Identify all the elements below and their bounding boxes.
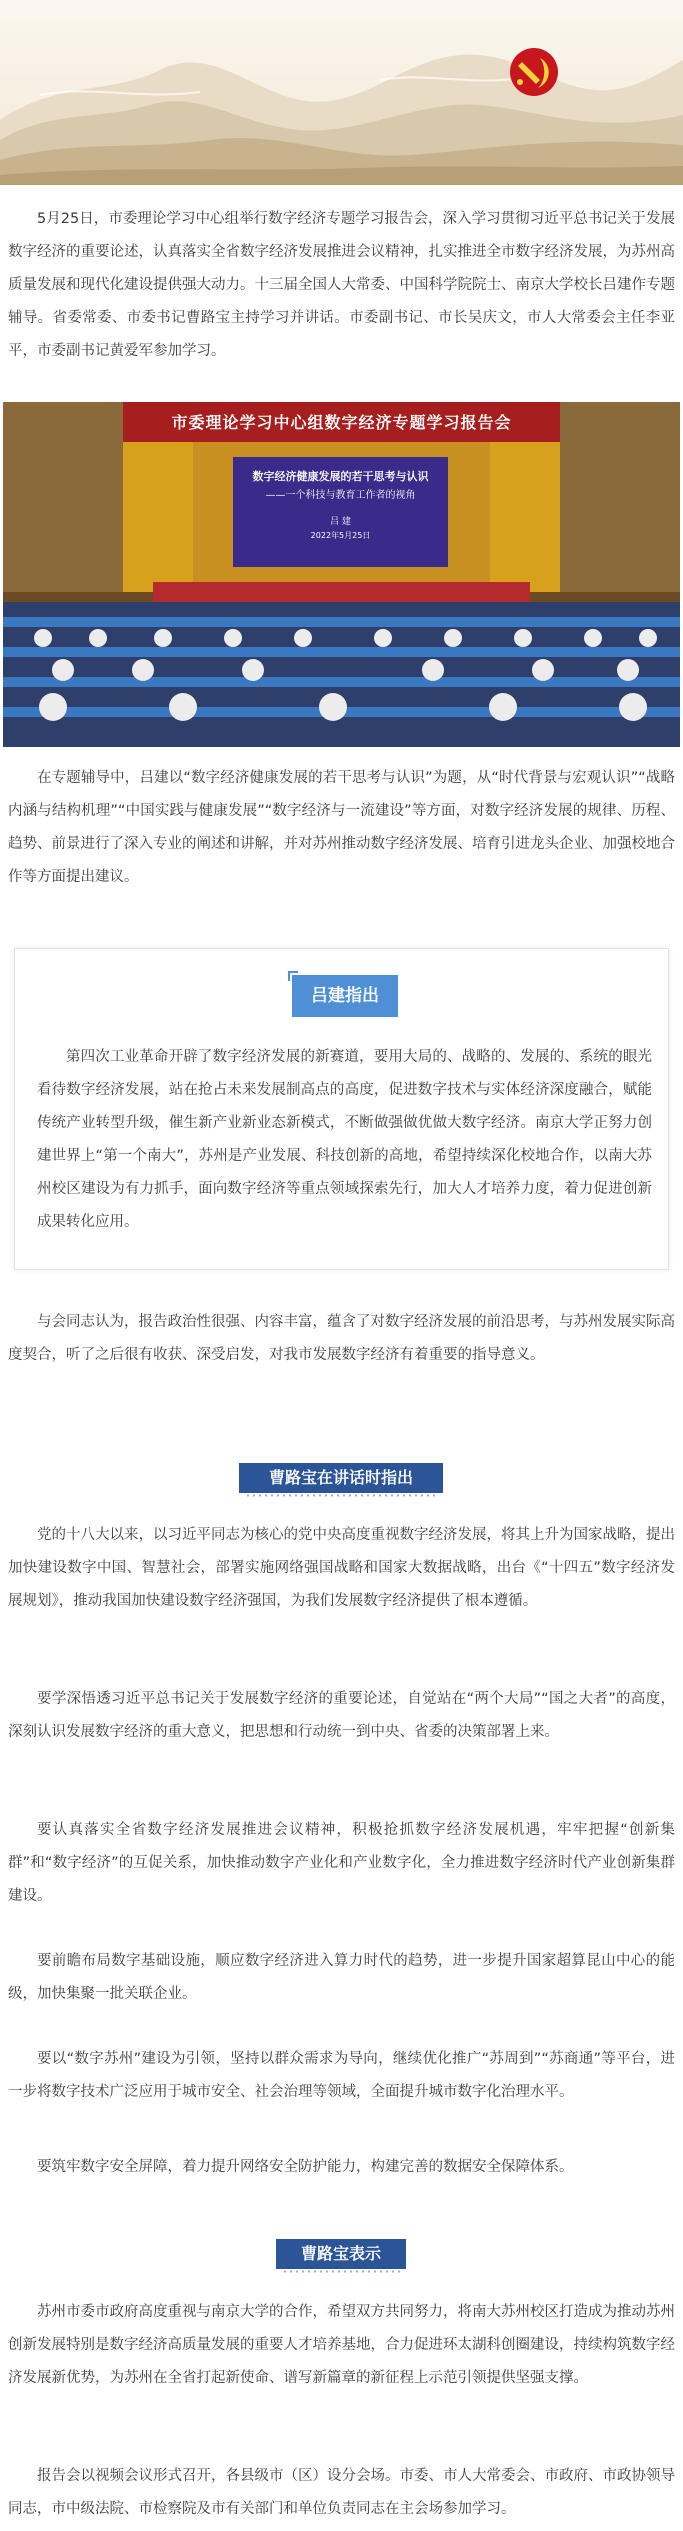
lv-jian-quote-box [14, 948, 669, 1270]
cao-speech-paragraph-3: 要认真落实全省数字经济发展推进会议精神，积极抢抓数字经济发展机遇，牢牢把握“创新集群”和“数字经济”的互促关系，加快推动数字产业化和产业数字化，全力推进数字经济时代产业创新集群建设。 [8, 1822, 675, 1904]
cao-express-paragraph: 苏州市委市政府高度重视与南京大学的合作，希望双方共同努力，将南大苏州校区打造成为推动苏州创新发展特别是数字经济高质量发展的重要人才培养基地，合力促进环太湖科创圈建设，持续构筑数字经济发展新优势，为苏州在全省打起新使命、谱写新篇章的新征程上示范引领提供坚强支撑。 [8, 2304, 675, 2386]
cao-speech-paragraph-1: 党的十八大以来，以习近平同志为核心的党中央高度重视数字经济发展，将其上升为国家战略，提出加快建设数字中国、智慧社会，部署实施网络强国战略和国家大数据战略，出台《“十四五”数字经济发展规划》，推动我国加快建设数字经济强国，为我们发展数字经济提供了根本遵循。 [8, 1527, 675, 1609]
cao-speech-paragraph-5: 要以“数字苏州”建设为引领，坚持以群众需求为导向，继续优化推广“苏周到”“苏商通”等平台，进一步将数字技术广泛应用于城市安全、社会治理等领域，全面提升城市数字化治理水平。 [8, 2051, 675, 2100]
photo-screen-title-line1: 数字经济健康发展的若干思考与认识 [252, 470, 429, 483]
cao-speech-paragraph-4: 要前瞻布局数字基础设施，顺应数字经济进入算力时代的趋势，进一步提升国家超算昆山中心的能级，加快集聚一批关联企业。 [8, 1953, 675, 2002]
cao-speech-paragraph-2: 要学深悟透习近平总书记关于发展数字经济的重要论述，自觉站在“两个大局”“国之大者”的高度，深刻认识发展数字经济的重大意义，把思想和行动统一到中央、省委的决策部署上来。 [8, 1691, 675, 1740]
cao-express-heading [276, 2239, 406, 2269]
photo-screen-speaker: 吕 建 [330, 517, 351, 527]
meeting-hall-illustration [3, 402, 680, 747]
attendees-opinion-paragraph: 与会同志认为，报告政治性很强、内容丰富，蕴含了对数字经济发展的前沿思考，与苏州发展实际高度契合，听了之后很有收获、深受启发，对我市发展数字经济有着重要的指导意义。 [8, 1314, 675, 1363]
closing-paragraph: 报告会以视频会议形式召开，各县级市（区）设分会场。市委、市人大常委会、市政府、市政协领导同志，市中级法院、市检察院及市有关部门和单位负责同志在主会场参加学习。 [8, 2468, 675, 2517]
meeting-photo [3, 402, 680, 747]
cao-speech-heading [239, 1463, 443, 1493]
party-emblem-icon [510, 48, 558, 96]
heading-dots-decoration [282, 2269, 400, 2274]
heading-dots-decoration [245, 1493, 437, 1498]
photo-screen-date: 2022年5月25日 [310, 531, 371, 540]
cao-express-heading-text: 曹路宝表示 [300, 2244, 381, 2263]
lecture-summary-paragraph: 在专题辅导中，吕建以“数字经济健康发展的若干思考与认识”为题，从“时代背景与宏观认识”“战略内涵与结构机理”“中国实践与健康发展”“数字经济与一流建设”等方面，对数字经济发展的规律、历程、趋势、前景进行了深入专业的阐述和讲解，并对苏州推动数字经济发展、培育引进龙头企业、加强校地合作等方面提出建议。 [8, 770, 675, 885]
cao-speech-paragraph-6: 要筑牢数字安全屏障，着力提升网络安全防护能力，构建完善的数据安全保障体系。 [37, 2159, 574, 2175]
lv-jian-box-title: 吕建指出 [292, 975, 398, 1017]
mountain-landscape-illustration [0, 0, 683, 185]
header-banner [0, 0, 683, 185]
intro-paragraph: 5月25日，市委理论学习中心组举行数字经济专题学习报告会，深入学习贯彻习近平总书记关于发展数字经济的重要论述，认真落实全省数字经济发展推进会议精神，扎实推进全市数字经济发展，为苏州高质量发展和现代化建设提供强大动力。十三届全国人大常委、中国科学院院士、南京大学校长吕建作专题辅导。省委常委、市委书记曹路宝主持学习并讲话。市委副书记、市长吴庆文，市人大常委会主任李亚平，市委副书记黄爱军参加学习。 [8, 211, 675, 359]
lv-jian-box-text: 第四次工业革命开辟了数字经济发展的新赛道，要用大局的、战略的、发展的、系统的眼光看待数字经济发展，站在抢占未来发展制高点的高度，促进数字技术与实体经济深度融合，赋能传统产业转型升级，催生新产业新业态新模式，不断做强做优做大数字经济。南京大学正努力创建世界上“第一个南大”，苏州是产业发展、科技创新的高地，希望持续深化校地合作，以南大苏州校区建设为有力抓手，面向数字经济等重点领域探索先行，加大人才培养力度，着力促进创新成果转化应用。 [37, 1049, 652, 1230]
photo-banner-text: 市委理论学习中心组数字经济专题学习报告会 [171, 413, 512, 432]
cao-speech-heading-text: 曹路宝在讲话时指出 [268, 1468, 413, 1487]
photo-screen-title-line2: ——一个科技与教育工作者的视角 [265, 490, 416, 501]
